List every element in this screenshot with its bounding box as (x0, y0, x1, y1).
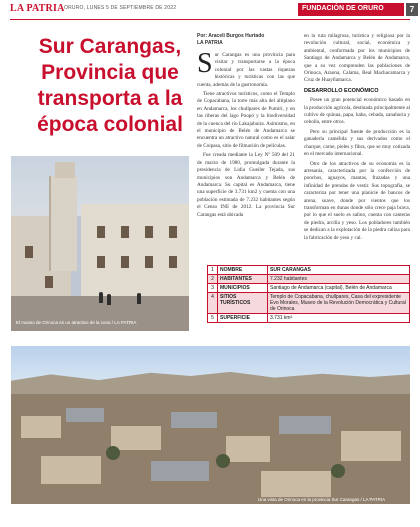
photo-window (145, 256, 153, 268)
photo-building-right (81, 204, 189, 304)
table-row (208, 314, 410, 323)
photo-window (169, 226, 177, 238)
photo-house (41, 456, 101, 484)
photo-window (121, 226, 129, 238)
paragraph: Posee un gran potencial económico basado en la producción agrícola, destinada principalmente al cultivo de quinua, papa, haba, cebada, zanahoria y cebolla, entre otros. (304, 97, 410, 126)
photo-house (226, 436, 270, 462)
paragraph: Otro de los atractivos de su economía es la artesanía, caracterizada por la confección de ponchos, aguayos, mantas, frazadas y una infinidad de prendas de vestir. Sus topografía, se caracteriza por tener una planicie de bancos de arena, suave, donde por vientos que los transforman en dunas donde sólo crece paja brava, por lo que el suelo es salino, cuenta con canteras de piedra, arcilla y yeso. Los pobladores también se dedican a la explotación de la piedra caliza para la fabricación de yeso y cal. (304, 160, 410, 241)
subheading: DESARROLLO ECONÓMICO (304, 87, 379, 94)
paragraph: Fue creada mediante la Ley Nº 509 del 21 de marzo de 1980, promulgada durante la presidencia de Lidia Gueiler Tejada, sus municipios son Andamarca y Belén de Andamarca. Su capital es Andamarca, tiene una superficie de 3.731 km2 y cuenta con una población estimada de 7.232 habitantes según el Censo INE de 2012. La provincia Sur Carangas está ubicada (197, 152, 295, 218)
table-cell: SUPERFICIE (218, 314, 268, 323)
headline: Sur Carangas, Provincia que transporta a la época colonial (37, 35, 183, 136)
photo-person (137, 293, 141, 304)
table-row (208, 293, 410, 314)
table-cell: MUNICIPIOS (218, 284, 268, 293)
byline (197, 33, 264, 47)
table-cell: 4 (208, 293, 218, 314)
table-row (208, 275, 410, 284)
table-cell: Santiago de Andamarca (capital), Belén de Andamarca (268, 284, 410, 293)
table-cell: 7.232 habitantes (268, 275, 410, 284)
table-cell: SUR CARANGAS (268, 266, 410, 275)
photo-house (21, 416, 61, 438)
photo-house (341, 431, 401, 461)
museum-photo (11, 156, 189, 331)
dateline: ORURO, LUNES 5 DE SEPTIEMBRE DE 2022 (64, 5, 177, 11)
header-rule (10, 19, 410, 20)
table-cell: 1 (208, 266, 218, 275)
table-cell: Templo de Copacabana, chullpares, Casa del expresidente Evo Morales, Museo de la Revolución Democrática y Cultural de Orinoca (268, 293, 410, 314)
table-cell: 2 (208, 275, 218, 284)
table-cell: 3.731 km² (268, 314, 410, 323)
photo-house (111, 426, 161, 450)
page-number: 7 (406, 3, 418, 16)
table-row (208, 284, 410, 293)
photo-window (97, 226, 105, 238)
table-row (208, 266, 410, 275)
photo-window (121, 256, 129, 268)
photo-window (45, 276, 53, 288)
fact-table-grid (207, 265, 410, 323)
paragraph: Tiene atractivos turísticos, como el Templo de Copacabana, la torre más alta del altiplano en Andamarca, los chullpares de Pumiri, y en las riberas del lago Poopó y la biodiversidad de la cuenca del río Lakajahuira. Asimismo, en el municipio de Belén de Andamarca se encuentra un atractivo natural como es el salar de Coipasa, sitio de filmación de películas. (197, 91, 295, 149)
photo-tree (216, 454, 230, 468)
photo-window (97, 256, 105, 268)
article-column-1 (197, 52, 295, 266)
masthead[interactable]: LA PATRIA (10, 3, 65, 14)
dropcap: S (197, 52, 213, 79)
outlet: LA PATRIA (197, 40, 223, 46)
photo-house (261, 471, 331, 497)
photo-tower (49, 176, 77, 271)
table-cell: NOMBRE (218, 266, 268, 275)
photo2-caption: Una vista de Orinoca en la provincia Sur Carangas / LA PATRIA (258, 497, 386, 502)
photo-roof (151, 461, 209, 481)
photo-roof (171, 412, 217, 428)
table-cell: 3 (208, 284, 218, 293)
photo-window (169, 256, 177, 268)
author: Por: Araceli Burgos Hurtado (197, 33, 265, 39)
lead-paragraph: ur Carangas es una provincia para visitar y transportarse a la época colonial por las vastas riquezas históricas y turísticas con las que cuenta, además de la gastronomía. (197, 52, 295, 88)
photo-person (99, 292, 103, 303)
article-column-2 (304, 33, 410, 266)
paragraph: en la ruta milagrosa, turística y religiosa por la revolución cultural, social, económica y ambiental, conformada por los municipios de Santiago de Andamarca y Belén de Andamarca, que a su vez comprenden las poblaciones de Orinoca, Araona, Calama, Real Machacamarca y Cruz de Huayllamarca. (304, 33, 410, 84)
fact-table (207, 265, 410, 333)
table-cell: SITIOS TURÍSTICOS (218, 293, 268, 314)
town-photo (11, 346, 410, 504)
photo-person (107, 294, 111, 305)
photo-window (145, 226, 153, 238)
section-label[interactable]: FUNDACIÓN DE ORURO (298, 3, 404, 16)
photo-roof (66, 408, 104, 422)
photo-window (25, 246, 33, 258)
table-cell: 5 (208, 314, 218, 323)
paragraph: Pero su principal fuente de producción es la ganadería camélida y sus derivados como el charque, carne, pieles y fibra, que se muy cotizada en el mercado internacional. (304, 128, 410, 158)
photo-tree (106, 446, 120, 460)
page-header (0, 0, 420, 20)
photo-roof (279, 416, 331, 434)
table-cell: HABITANTES (218, 275, 268, 284)
photo1-caption: El museo de Orinoca es un atractivo de la zona / LA PATRIA (16, 320, 137, 325)
photo-tree (331, 464, 345, 478)
